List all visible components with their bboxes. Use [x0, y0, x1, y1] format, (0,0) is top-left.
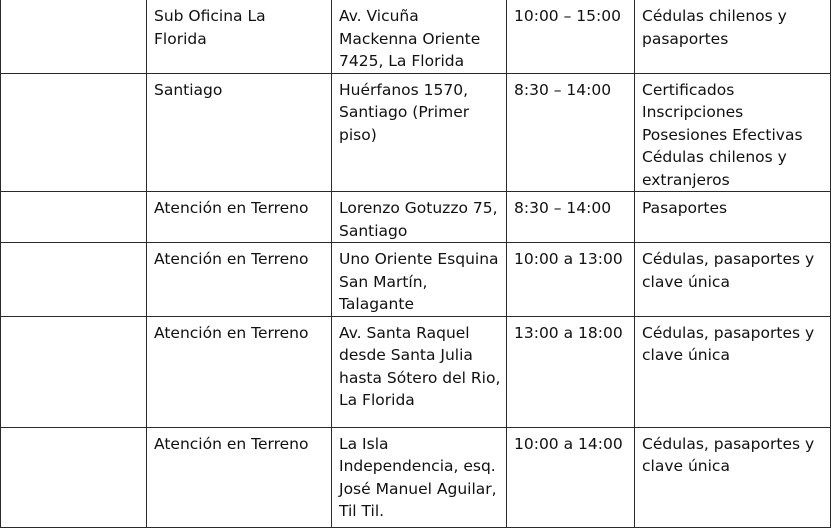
- hours-cell: [507, 316, 635, 427]
- hours-cell: [507, 243, 635, 317]
- address-line: piso): [339, 125, 377, 144]
- hours-cell: [507, 73, 635, 192]
- services-line: Cédulas chilenos y: [642, 7, 787, 25]
- hours-line: 10:00 a 13:00: [514, 250, 623, 268]
- address-line: 7425, La Florida: [339, 52, 465, 70]
- services-cell: [635, 427, 831, 527]
- hours-line: 10:00 a 14:00: [514, 434, 623, 453]
- office-line: Florida: [154, 29, 207, 48]
- address-cell: [332, 243, 507, 317]
- office-cell: [147, 316, 332, 427]
- services-cell: [635, 316, 831, 427]
- address-cell: [332, 316, 507, 427]
- address-line: Mackenna Oriente: [339, 29, 481, 48]
- services-line: Cédulas chilenos y: [642, 148, 787, 166]
- office-cell: [147, 243, 332, 317]
- empty-cell: [1, 316, 147, 427]
- empty-cell: [1, 0, 147, 73]
- office-cell: [147, 427, 332, 527]
- hours-line: 8:30 – 14:00: [514, 199, 612, 217]
- address-line: Til Til.: [339, 502, 385, 520]
- services-line: pasaportes: [642, 29, 729, 48]
- table-row: [1, 243, 831, 317]
- address-line: La Isla: [339, 434, 389, 453]
- table-row: [1, 0, 831, 73]
- office-line: Sub Oficina La: [154, 7, 266, 25]
- schedule-table-body: [1, 0, 831, 527]
- hours-cell: [507, 192, 635, 243]
- services-line: Inscripciones: [642, 103, 744, 121]
- hours-line: 8:30 – 14:00: [514, 80, 612, 99]
- services-line: extranjeros: [642, 170, 730, 189]
- hours-cell: [507, 427, 635, 527]
- office-cell: [147, 0, 332, 73]
- services-cell: [635, 73, 831, 192]
- table-row: [1, 73, 831, 192]
- address-line: Santiago (Primer: [339, 103, 470, 121]
- services-line: clave única: [642, 272, 730, 291]
- services-line: Cédulas, pasaportes y: [642, 323, 815, 342]
- services-line: Certificados: [642, 80, 735, 99]
- address-line: Talagante: [339, 295, 414, 313]
- services-cell: [635, 243, 831, 317]
- address-cell: [332, 192, 507, 243]
- address-line: Av. Vicuña: [339, 7, 419, 25]
- services-line: Cédulas, pasaportes y: [642, 434, 815, 453]
- table-row: [1, 192, 831, 243]
- address-line: desde Santa Julia: [339, 346, 473, 364]
- office-line: Atención en Terreno: [154, 199, 309, 217]
- hours-cell: [507, 0, 635, 73]
- empty-cell: [1, 192, 147, 243]
- hours-line: 10:00 – 15:00: [514, 7, 621, 25]
- address-cell: [332, 427, 507, 527]
- office-cell: [147, 192, 332, 243]
- empty-cell: [1, 243, 147, 317]
- address-line: Independencia, esq.: [339, 457, 496, 475]
- address-line: La Florida: [339, 391, 415, 409]
- office-line: Santiago: [154, 80, 223, 99]
- services-cell: [635, 192, 831, 243]
- services-line: clave única: [642, 346, 730, 364]
- address-line: hasta Sótero del Rio,: [339, 368, 501, 387]
- address-line: Uno Oriente Esquina: [339, 250, 499, 268]
- office-line: Atención en Terreno: [154, 434, 309, 453]
- empty-cell: [1, 427, 147, 527]
- services-line: Cédulas, pasaportes y: [642, 250, 815, 268]
- address-line: Huérfanos 1570,: [339, 80, 469, 99]
- table-row: [1, 427, 831, 527]
- address-line: San Martín,: [339, 272, 428, 291]
- services-line: Posesiones Efectivas: [642, 125, 803, 144]
- services-line: clave única: [642, 457, 730, 475]
- office-line: Atención en Terreno: [154, 323, 309, 342]
- services-cell: [635, 0, 831, 73]
- office-line: Atención en Terreno: [154, 250, 309, 268]
- table-row: [1, 316, 831, 427]
- address-cell: [332, 0, 507, 73]
- services-line: Pasaportes: [642, 199, 728, 217]
- address-line: José Manuel Aguilar,: [339, 479, 497, 498]
- address-line: Av. Santa Raquel: [339, 323, 470, 342]
- hours-line: 13:00 a 18:00: [514, 323, 623, 342]
- empty-cell: [1, 73, 147, 192]
- office-cell: [147, 73, 332, 192]
- address-line: Santiago: [339, 221, 408, 240]
- address-cell: [332, 73, 507, 192]
- address-line: Lorenzo Gotuzzo 75,: [339, 199, 498, 217]
